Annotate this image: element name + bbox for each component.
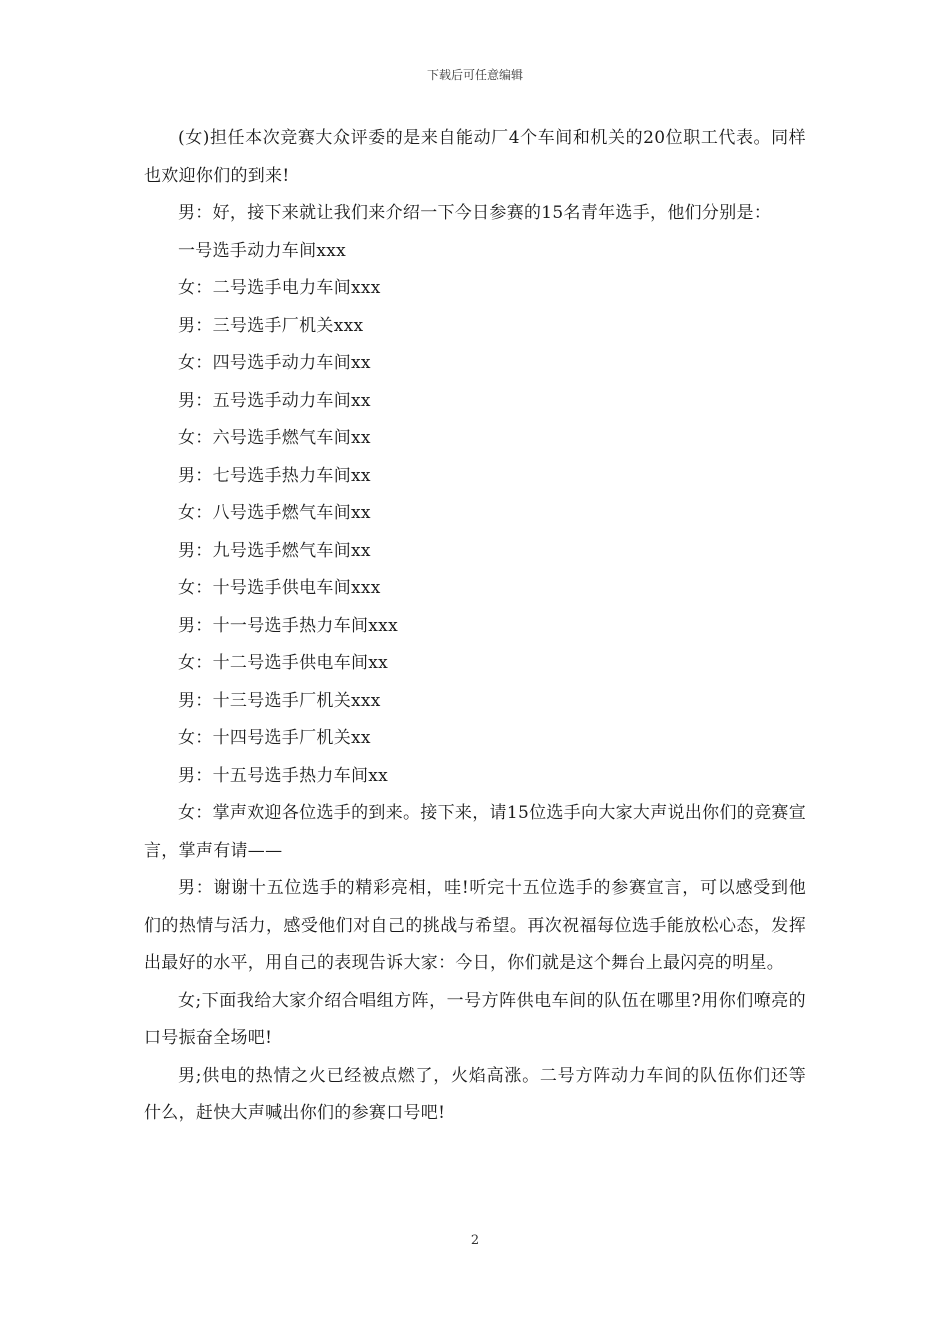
contestant-line-8: 女：八号选手燃气车间xx bbox=[178, 503, 371, 523]
paragraph-judges-intro: (女)担任本次竞赛大众评委的是来自能动厂4个车间和机关的20位职工代表。同样也欢迎你们的到来! bbox=[144, 128, 806, 186]
contestant-line-11: 男：十一号选手热力车间xxx bbox=[178, 615, 398, 636]
contestant-line-6: 女：六号选手燃气车间xx bbox=[178, 428, 371, 448]
contestant-line-4: 女：四号选手动力车间xx bbox=[178, 353, 371, 373]
paragraph-choir-intro: 女;下面我给大家介绍合唱组方阵，一号方阵供电车间的队伍在哪里?用你们嘹亮的口号振奋全场吧! bbox=[144, 990, 806, 1048]
contestant-line-12: 女：十二号选手供电车间xx bbox=[178, 653, 389, 673]
contestant-line-14: 女：十四号选手厂机关xx bbox=[178, 728, 371, 748]
contestant-line-2: 女：二号选手电力车间xxx bbox=[178, 278, 381, 298]
paragraph-choir-second: 男;供电的热情之火已经被点燃了，火焰高涨。二号方阵动力车间的队伍你们还等什么，赶快大声喊出你们的参赛口号吧! bbox=[144, 1065, 806, 1123]
paragraph-declaration-invite: 女：掌声欢迎各位选手的到来。接下来，请15位选手向大家大声说出你们的竞赛宣言，掌声有请—— bbox=[144, 803, 806, 861]
contestant-line-15: 男：十五号选手热力车间xx bbox=[178, 765, 389, 786]
page-number: 2 bbox=[470, 1233, 480, 1248]
contestant-line-3: 男：三号选手厂机关xxx bbox=[178, 315, 364, 336]
paragraph-contestants-intro: 男：好，接下来就让我们来介绍一下今日参赛的15名青年选手，他们分别是： bbox=[178, 203, 772, 223]
page-header: 下载后可任意编辑 bbox=[426, 68, 523, 82]
contestant-line-5: 男：五号选手动力车间xx bbox=[178, 390, 371, 411]
contestant-line-10: 女：十号选手供电车间xxx bbox=[178, 578, 381, 598]
document-body bbox=[144, 120, 806, 1133]
paragraph-thanks: 男：谢谢十五位选手的精彩亮相，哇!听完十五位选手的参赛宣言，可以感受到他们的热情与活力，感受他们对自己的挑战与希望。再次祝福每位选手能放松心态，发挥出最好的水平，用自己的表现告诉大家：今日，你们就是这个舞台上最闪亮的明星。 bbox=[144, 878, 806, 973]
contestant-line-7: 男：七号选手热力车间xx bbox=[178, 465, 371, 486]
contestant-line-9: 男：九号选手燃气车间xx bbox=[178, 540, 371, 561]
contestant-line-13: 男：十三号选手厂机关xxx bbox=[178, 690, 381, 711]
contestant-line-1: 一号选手动力车间xxx bbox=[178, 240, 347, 261]
